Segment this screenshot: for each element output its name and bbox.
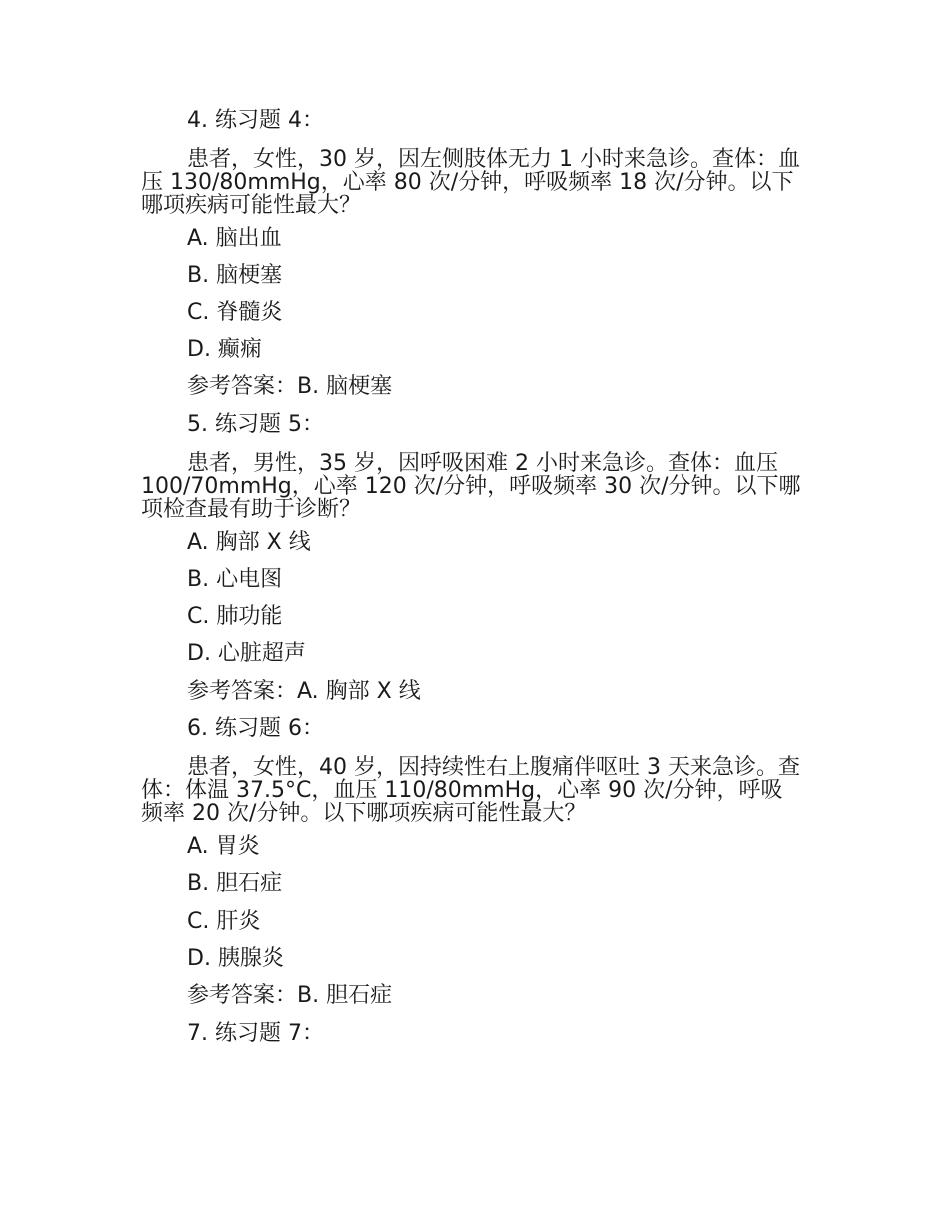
option-b: B. 心电图 (187, 567, 283, 592)
question-stem: 患者，女性，40 岁，因持续性右上腹痛伴呕吐 3 天来急诊。查体：体温 37.5°C，血压 110/80mmHg，心率 90 次/分钟，呼吸频率 20 次/分钟。以下哪项疾病可能性最大？ (141, 755, 800, 826)
option-b: B. 脑梗塞 (187, 263, 283, 288)
option-a: A. 胸部 X 线 (187, 530, 311, 555)
option-c: C. 肺功能 (187, 604, 283, 629)
question-heading: 7. 练习题 7： (187, 1021, 324, 1046)
option-a: A. 脑出血 (187, 226, 282, 251)
question-heading: 5. 练习题 5： (187, 412, 324, 437)
reference-answer: 参考答案：B. 胆石症 (187, 983, 393, 1008)
option-c: C. 脊髓炎 (187, 300, 283, 325)
option-c: C. 肝炎 (187, 909, 261, 934)
question-stem: 患者，女性，30 岁，因左侧肢体无力 1 小时来急诊。查体：血压 130/80mmHg，心率 80 次/分钟，呼吸频率 18 次/分钟。以下哪项疾病可能性最大？ (141, 147, 800, 218)
option-d: D. 胰腺炎 (187, 946, 284, 971)
option-b: B. 胆石症 (187, 871, 283, 896)
option-d: D. 癫痫 (187, 337, 262, 362)
question-stem: 患者，男性，35 岁，因呼吸困难 2 小时来急诊。查体：血压 100/70mmHg，心率 120 次/分钟，呼吸频率 30 次/分钟。以下哪项检查最有助于诊断？ (141, 451, 801, 522)
option-d: D. 心脏超声 (187, 641, 306, 666)
question-heading: 4. 练习题 4： (187, 108, 324, 133)
question-heading: 6. 练习题 6： (187, 716, 324, 741)
reference-answer: 参考答案：B. 脑梗塞 (187, 374, 393, 399)
option-a: A. 胃炎 (187, 834, 260, 859)
reference-answer: 参考答案：A. 胸部 X 线 (187, 679, 421, 704)
